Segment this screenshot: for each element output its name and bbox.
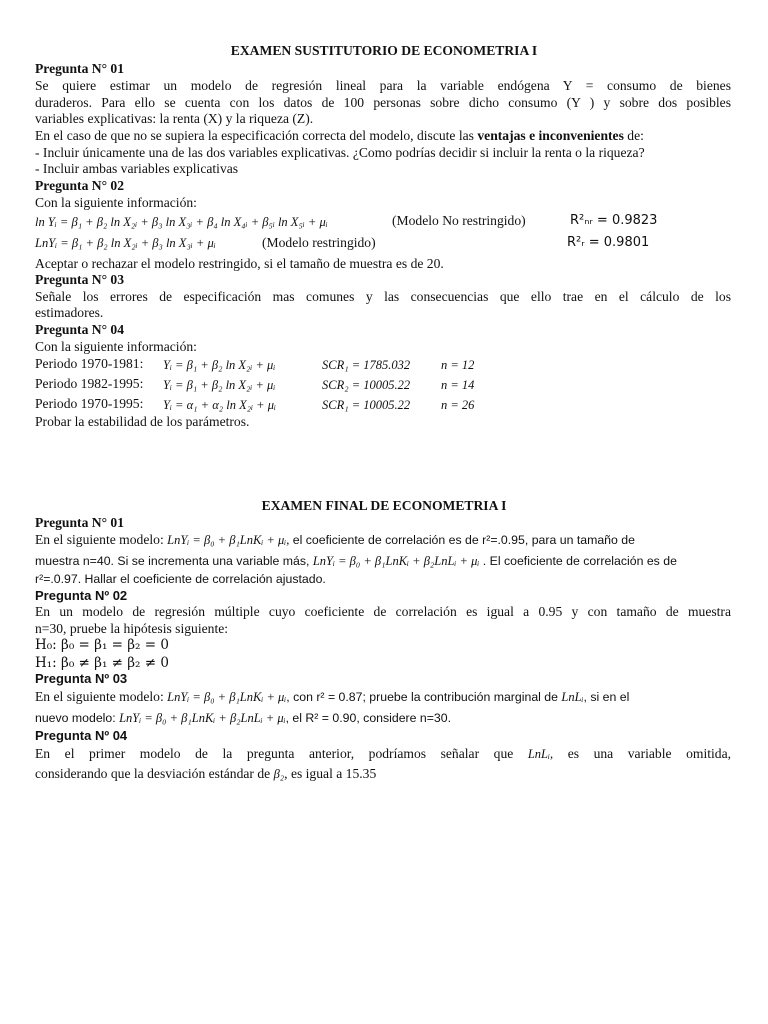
- exam2-q2-h0: H₀: β₀ = β₁ = β₂ = 0: [35, 637, 169, 653]
- exam1-q4-period2-model: Yᵢ = β₁ + β₂ ln X₂ᵢ + μᵢ: [163, 378, 276, 392]
- exam1-q2-heading: Pregunta N° 02: [35, 178, 125, 193]
- exam1-q4-period2-n: n = 14: [441, 378, 475, 392]
- exam2-q2-h1: H₁: β₀ ≠ β₁ ≠ β₂ ≠ 0: [35, 655, 169, 671]
- exam2-q4-line2: considerando que la desviación estándar de β₂, es igual a 15.35: [35, 766, 377, 781]
- exam1-q2-unrestricted-r2: R²ₙᵣ = 0.9823: [570, 213, 658, 228]
- exam2-title: EXAMEN FINAL DE ECONOMETRIA I: [261, 498, 507, 513]
- exam1-q1-line3: variables explicativas: la renta (X) y la riqueza (Z).: [35, 111, 314, 126]
- exam1-q4-period3-label: Periodo 1970-1995:: [35, 396, 144, 411]
- exam1-q4-period1-scr: SCR₁ = 1785.032: [322, 358, 411, 372]
- exam1-q4-period3-model: Yᵢ = α₁ + α₂ ln X₂ᵢ + μᵢ: [163, 398, 276, 412]
- exam1-q2-restricted-equation: LnYᵢ = β₁ + β₂ ln X₂ᵢ + β₃ ln X₃ᵢ + μᵢ: [35, 236, 216, 250]
- exam2-q3-line2: nuevo modelo: LnYᵢ = β₀ + β₁LnKᵢ + β₂LnLᵢ + μᵢ, el R² = 0.90, considere n=30.: [35, 711, 452, 725]
- exam1-q4-period2-label: Periodo 1982-1995:: [35, 376, 144, 391]
- exam1-q4-period1-label: Periodo 1970-1981:: [35, 356, 144, 371]
- exam1-q4-period2-scr: SCR₂ = 10005.22: [322, 378, 411, 392]
- exam1-q4-period3-n: n = 26: [441, 398, 475, 412]
- exam1-q1-heading: Pregunta N° 01: [35, 61, 125, 76]
- exam2-q3-heading: Pregunta Nº 03: [35, 671, 128, 686]
- exam1-q1-line4: En el caso de que no se supiera la especificación correcta del modelo, discute las ventajas e inconvenientes de:: [35, 128, 644, 143]
- exam2-q4-heading: Pregunta Nº 04: [35, 728, 128, 743]
- exam2-q1-line1: En el siguiente modelo: LnYᵢ = β₀ + β₁LnKᵢ + μᵢ, el coeficiente de correlación es de r²=.0.95, para un tamaño de: [35, 532, 635, 547]
- exam1-q3-line1: Señale los errores de especificación mas comunes y las consecuencias que ello trae en el cálculo de los: [35, 289, 731, 304]
- exam2-q2-heading: Pregunta Nº 02: [35, 588, 128, 603]
- exam1-q1-bullet2: - Incluir ambas variables explicativas: [35, 161, 239, 176]
- exam1-q4-task: Probar la estabilidad de los parámetros.: [35, 414, 250, 429]
- exam2-q2-line2: n=30, pruebe la hipótesis siguiente:: [35, 621, 229, 636]
- exam1-q3-heading: Pregunta N° 03: [35, 272, 125, 287]
- exam2-q1-line2: muestra n=40. Si se incrementa una variable más, LnYᵢ = β₀ + β₁LnKᵢ + β₂LnLᵢ + μᵢ . El coeficiente de correlación es de: [35, 554, 677, 568]
- exam1-q2-task: Aceptar o rechazar el modelo restringido, si el tamaño de muestra es de 20.: [35, 256, 444, 271]
- exam1-q4-heading: Pregunta N° 04: [35, 322, 125, 337]
- exam1-q4-period1-model: Yᵢ = β₁ + β₂ ln X₂ᵢ + μᵢ: [163, 358, 276, 372]
- exam1-q2-restricted-label: (Modelo restringido): [262, 235, 376, 250]
- exam1-title: EXAMEN SUSTITUTORIO DE ECONOMETRIA I: [230, 43, 538, 58]
- exam1-q2-intro: Con la siguiente información:: [35, 195, 197, 210]
- exam2-q1-heading: Pregunta N° 01: [35, 515, 125, 530]
- exam1-q1-line2: duraderos. Para ello se cuenta con los datos de 100 personas sobre dicho consumo (Y ) y sobre dos posibles: [35, 95, 731, 110]
- exam1-q2-unrestricted-equation: ln Yᵢ = β₁ + β₂ ln X₂ᵢ + β₃ ln X₃ᵢ + β₄ ln X₄ᵢ + β₅ᵢ ln X₅ᵢ + μᵢ: [35, 215, 328, 229]
- exam1-q1-bullet1: - Incluir únicamente una de las dos variables explicativas. ¿Como podrías decidir si incluir la renta o la riqueza?: [35, 145, 645, 160]
- exam2-q2-line1: En un modelo de regresión múltiple cuyo coeficiente de correlación es igual a 0.95 y con tamaño de muestra: [35, 604, 731, 619]
- exam1-q4-intro: Con la siguiente información:: [35, 339, 197, 354]
- exam2-q4-line1: En el primer modelo de la pregunta anterior, podríamos señalar que LnLᵢ, es una variable omitida,: [35, 746, 732, 761]
- exam1-q2-restricted-r2: R²ᵣ = 0.9801: [567, 235, 650, 250]
- exam1-q1-line1: Se quiere estimar un modelo de regresión lineal para la variable endógena Y = consumo de bienes: [35, 78, 731, 93]
- exam1-q3-line2: estimadores.: [35, 305, 104, 320]
- exam1-q4-period1-n: n = 12: [441, 358, 475, 372]
- exam1-q4-period3-scr: SCR₁ = 10005.22: [322, 398, 411, 412]
- exam2-q1-line3: r²=.0.97. Hallar el coeficiente de correlación ajustado.: [35, 572, 326, 586]
- exam1-q2-unrestricted-label: (Modelo No restringido): [392, 213, 526, 228]
- exam2-q3-line1: En el siguiente modelo: LnYᵢ = β₀ + β₁LnKᵢ + μᵢ, con r² = 0.87; pruebe la contribución marginal de LnLᵢ, si en el: [35, 689, 630, 704]
